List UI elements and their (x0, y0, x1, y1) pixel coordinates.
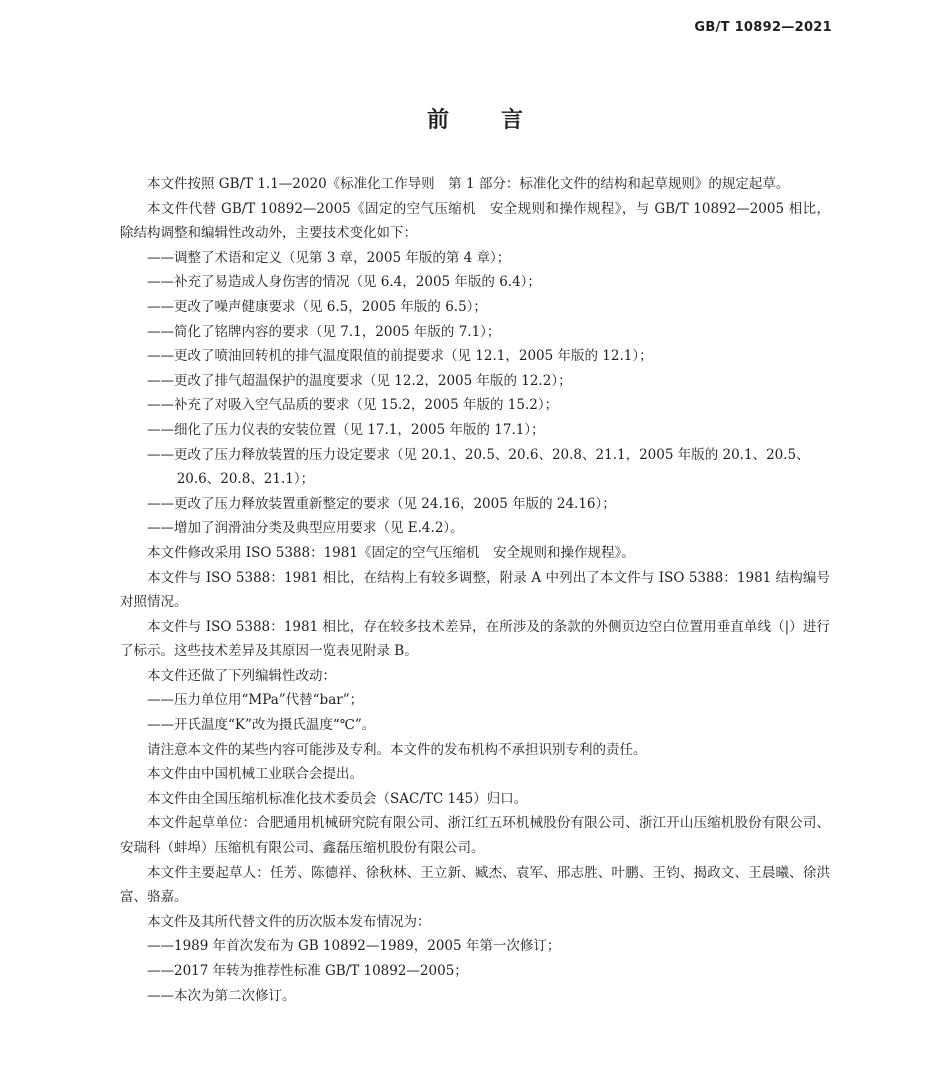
body-paragraph: 本文件代替 GB/T 10892—2005《固定的空气压缩机 安全规则和操作规程》，与 GB/T 10892—2005 相比，除结构调整和编辑性改动外，主要技术变化如下： (120, 200, 830, 242)
list-item: ——更改了喷油回转机的排气温度限值的前提要求（见 12.1，2005 年版的 12.1）； (147, 348, 653, 365)
body-paragraph: 请注意本文件的某些内容可能涉及专利。本文件的发布机构不承担识别专利的责任。 (147, 741, 647, 758)
body-paragraph: 本文件主要起草人：任芳、陈德祥、徐秋林、王立新、臧杰、袁军、邢志胜、叶鹏、王钧、揭政文、王晨曦、徐洪富、骆嘉。 (120, 864, 830, 906)
list-item: ——本次为第二次修订。 (147, 987, 296, 1004)
list-item: ——开氏温度“K”改为摄氏温度“℃”。 (147, 717, 376, 734)
list-item: ——细化了压力仪表的安装位置（见 17.1，2005 年版的 17.1）； (147, 421, 545, 438)
list-item: ——更改了压力释放装置重新整定的要求（见 24.16，2005 年版的 24.16）； (147, 495, 616, 512)
list-item: ——补充了对吸入空气品质的要求（见 15.2，2005 年版的 15.2）； (147, 397, 559, 414)
body-paragraph: 本文件由中国机械工业联合会提出。 (147, 766, 363, 783)
page-title: 前言 (426, 108, 575, 133)
list-item: ——更改了噪声健康要求（见 6.5，2005 年版的 6.5）； (147, 298, 487, 315)
list-item: ——调整了术语和定义（见第 3 章，2005 年版的第 4 章）； (147, 249, 511, 266)
list-item: ——增加了润滑油分类及典型应用要求（见 E.4.2）。 (147, 520, 464, 537)
body-paragraph: 本文件及其所代替文件的历次版本发布情况为： (147, 913, 431, 930)
body-paragraph: 本文件修改采用 ISO 5388：1981《固定的空气压缩机 安全规则和操作规程》。 (147, 544, 635, 561)
list-item: ——简化了铭牌内容的要求（见 7.1，2005 年版的 7.1）； (147, 323, 501, 340)
body-paragraph: 本文件由全国压缩机标准化技术委员会（SAC/TC 145）归口。 (147, 790, 528, 807)
body-paragraph: 本文件起草单位：合肥通用机械研究院有限公司、浙江红五环机械股份有限公司、浙江开山压缩机股份有限公司、安瑞科（蚌埠）压缩机有限公司、鑫磊压缩机股份有限公司。 (120, 815, 830, 857)
list-item: ——压力单位用“MPa”代替“bar”； (147, 692, 364, 709)
list-item: ——2017 年转为推荐性标准 GB/T 10892—2005； (147, 963, 468, 979)
list-item: ——更改了压力释放装置的压力设定要求（见 20.1、20.5、20.6、20.8、21.1，2005 年版的 20.1、20.5、 (147, 446, 810, 463)
list-item: ——1989 年首次发布为 GB 10892—1989，2005 年第一次修订； (147, 938, 561, 955)
list-item: ——补充了易造成人身伤害的情况（见 6.4，2005 年版的 6.4）； (147, 274, 541, 291)
list-item: ——更改了排气超温保护的温度要求（见 12.2，2005 年版的 12.2）； (147, 372, 572, 389)
standard-code: GB/T 10892—2021 (694, 20, 832, 35)
body-paragraph: 本文件还做了下列编辑性改动： (147, 667, 336, 684)
body-paragraph: 本文件与 ISO 5388：1981 相比，存在较多技术差异，在所涉及的条款的外侧页边空白位置用垂直单线（|）进行了标示。这些技术差异及其原因一览表见附录 B。 (120, 618, 830, 660)
body-paragraph: 本文件按照 GB/T 1.1—2020《标准化工作导则 第 1 部分：标准化文件的结构和起草规则》的规定起草。 (147, 176, 790, 192)
list-item: 20.6、20.8、21.1）； (176, 471, 315, 488)
body-paragraph: 本文件与 ISO 5388：1981 相比，在结构上有较多调整，附录 A 中列出了本文件与 ISO 5388：1981 结构编号对照情况。 (120, 569, 830, 611)
document-body (120, 172, 830, 1008)
